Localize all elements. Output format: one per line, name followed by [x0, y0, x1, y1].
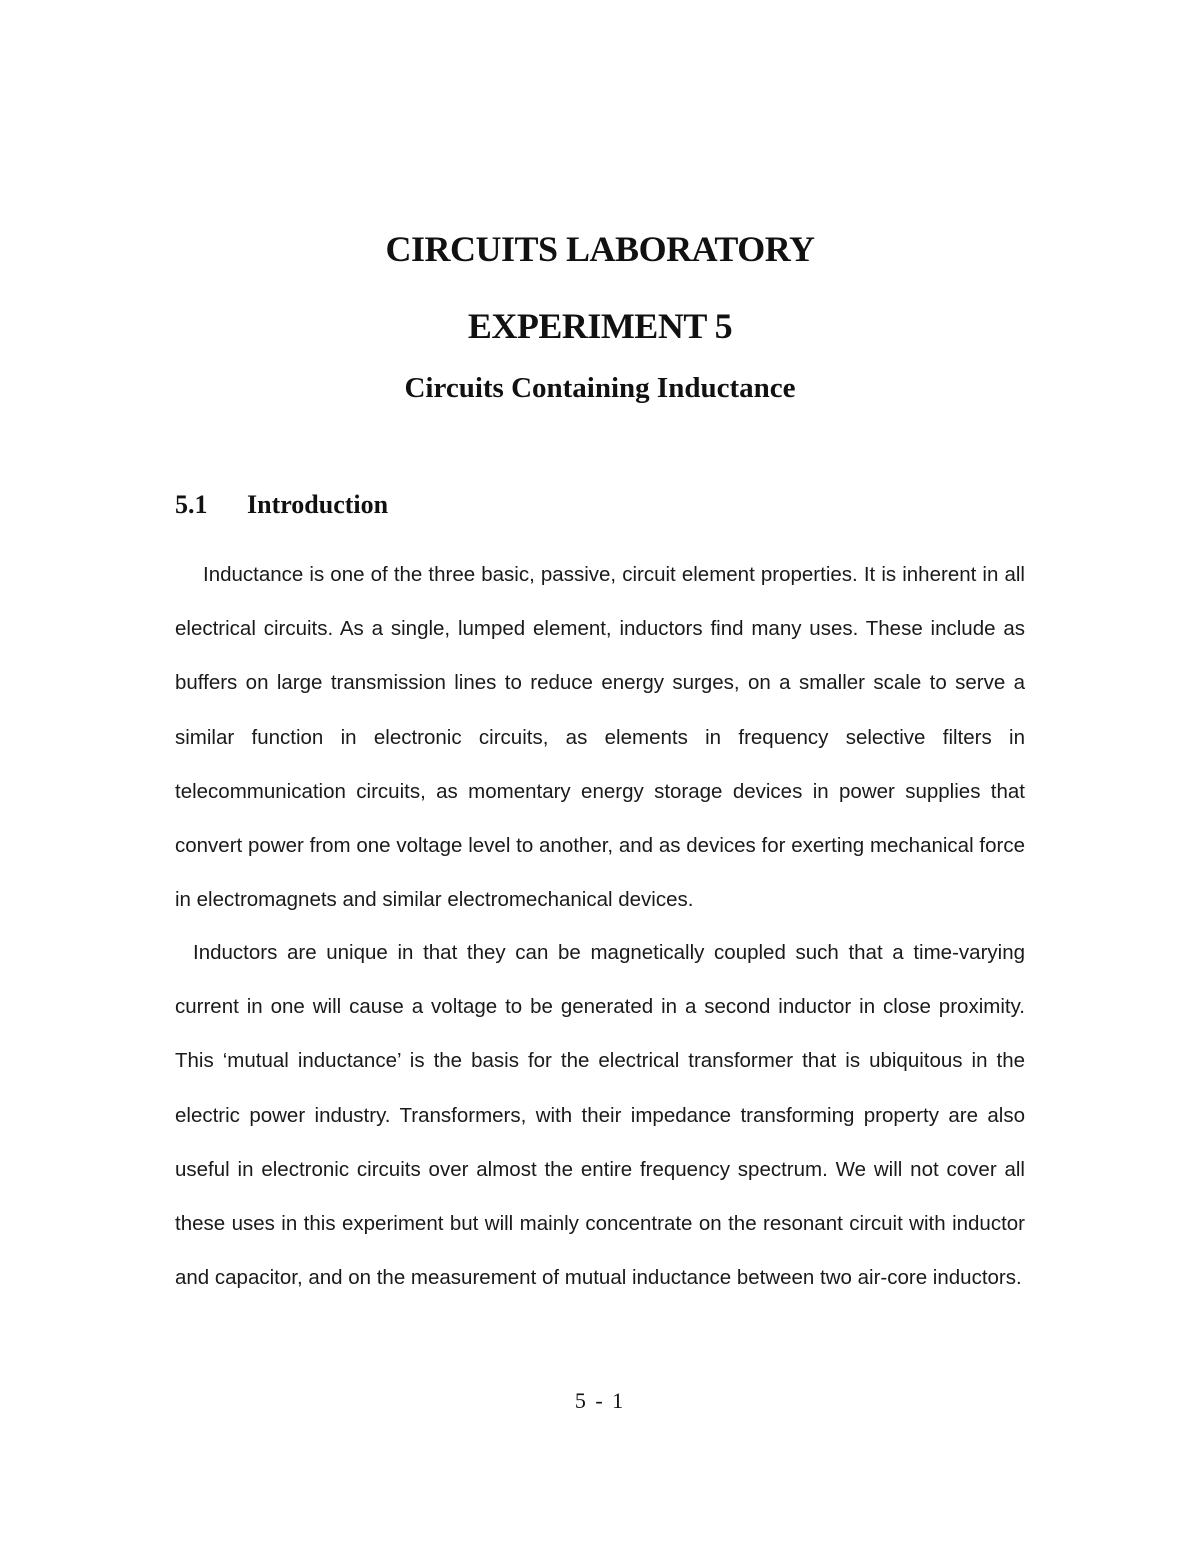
intro-paragraph-2: Inductors are unique in that they can be magnetically coupled such that a time-varying current in one will cause a voltage to be generated in a second inductor in close proximity. This ‘mutual inductance’ is the basis for the electrical transformer that is ubiquitous in the electric power industry. Transformers, with their impedance transforming property are also useful in electronic circuits over almost the entire frequency spectrum. We will not cover all these uses in this experiment but will mainly concentrate on the resonant circuit with inductor and capacitor, and on the measurement of mutual inductance between two air-core inductors. [175, 941, 1025, 1290]
section-heading [175, 490, 388, 520]
experiment-title: EXPERIMENT 5 [467, 306, 733, 346]
intro-paragraph-1: Inductance is one of the three basic, passive, circuit element properties. It is inherent in all electrical circuits. As a single, lumped element, inductors find many uses. These include as buffers on large transmission lines to reduce energy surges, on a smaller scale to serve a similar function in electronic circuits, as elements in frequency selective filters in telecommunication circuits, as momentary energy storage devices in power supplies that convert power from one voltage level to another, and as devices for exerting mechanical force in electromagnets and similar electromechanical devices. [175, 563, 1025, 912]
section-number: 5.1 [175, 490, 208, 519]
lab-title: CIRCUITS LABORATORY [385, 229, 815, 269]
experiment-subtitle: Circuits Containing Inductance [404, 372, 796, 404]
page-number: 5 - 1 [574, 1388, 626, 1413]
section-title: Introduction [247, 490, 389, 519]
